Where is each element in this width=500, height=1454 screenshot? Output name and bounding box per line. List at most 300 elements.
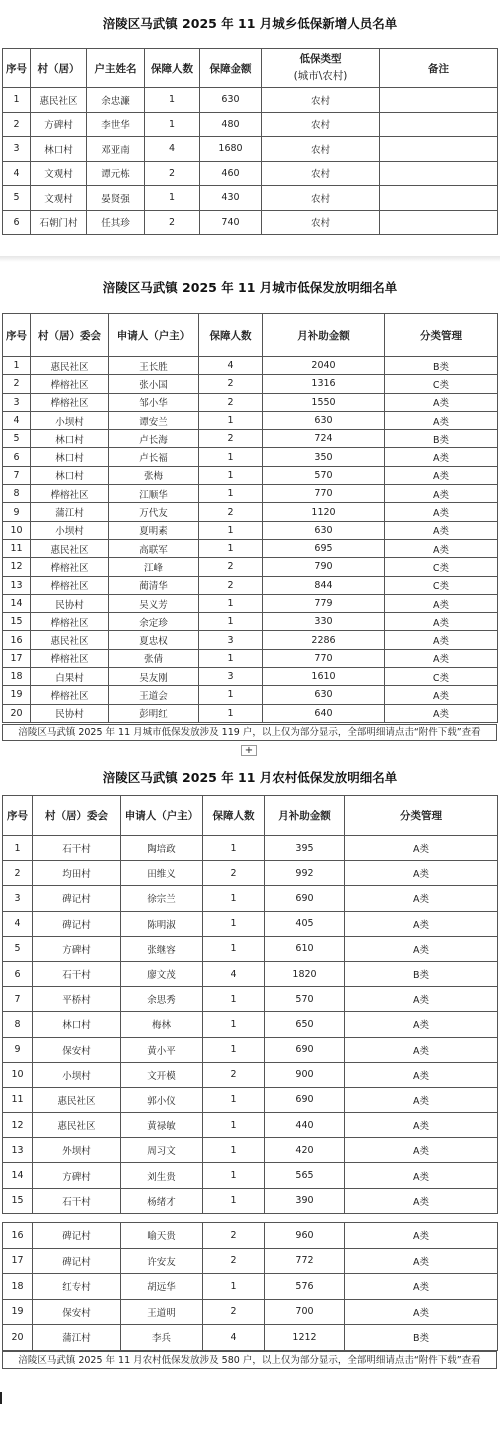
table-row xyxy=(3,594,498,612)
table-row xyxy=(3,161,498,186)
table-cell: 4 xyxy=(3,911,33,936)
table-cell: 1 xyxy=(203,936,265,961)
table-cell: 吴友刚 xyxy=(109,668,199,686)
table-row xyxy=(3,521,498,539)
table-cell: 1 xyxy=(199,411,263,429)
table-row xyxy=(3,1299,498,1325)
table-cell: 992 xyxy=(265,861,345,886)
table-row xyxy=(3,466,498,484)
table-cell: A类 xyxy=(385,631,498,649)
table-cell: 保安村 xyxy=(33,1299,121,1325)
table-row xyxy=(3,1062,498,1087)
table-cell: A类 xyxy=(345,987,498,1012)
table-cell: 1 xyxy=(199,686,263,704)
col-header: 月补助金额 xyxy=(265,796,345,836)
table-cell: 张倩 xyxy=(109,649,199,667)
table-cell: 梅林 xyxy=(121,1012,203,1037)
table-cell: 桦榕社区 xyxy=(31,375,109,393)
table-cell: 碑记村 xyxy=(33,911,121,936)
table-cell: A类 xyxy=(345,886,498,911)
table-cell: 7 xyxy=(3,466,31,484)
table-cell: 王长胜 xyxy=(109,357,199,375)
table-row xyxy=(3,186,498,211)
table-cell: A类 xyxy=(385,521,498,539)
col-header: 村（居）委会 xyxy=(33,796,121,836)
table-cell: 5 xyxy=(3,186,31,211)
table-row xyxy=(3,411,498,429)
table-cell: 农村 xyxy=(262,112,380,137)
table-cell: 460 xyxy=(200,161,262,186)
table-row xyxy=(3,88,498,113)
table-cell: 小坝村 xyxy=(31,411,109,429)
table-cell: 10 xyxy=(3,1062,33,1087)
table-cell: 许安友 xyxy=(121,1248,203,1274)
table-row xyxy=(3,1325,498,1351)
table-cell: 13 xyxy=(3,576,31,594)
col-header: 村（居）委会 xyxy=(31,314,109,357)
table-cell: 1 xyxy=(3,836,33,861)
table-cell: 1 xyxy=(199,704,263,722)
table-cell: 外坝村 xyxy=(33,1138,121,1163)
table-cell: 3 xyxy=(199,668,263,686)
table-cell: 6 xyxy=(3,210,31,235)
table-row xyxy=(3,704,498,722)
table-cell: 2 xyxy=(3,112,31,137)
table-cell xyxy=(380,186,498,211)
table-row xyxy=(3,558,498,576)
table-cell: 桦榕社区 xyxy=(31,485,109,503)
table-cell: 3 xyxy=(3,137,31,162)
col-header: 户主姓名 xyxy=(87,49,145,88)
table-row xyxy=(3,393,498,411)
table-cell: B类 xyxy=(385,430,498,448)
table-cell: 黄禄敏 xyxy=(121,1113,203,1138)
table-cell: 740 xyxy=(200,210,262,235)
table-cell: A类 xyxy=(385,466,498,484)
table-cell: A类 xyxy=(345,1223,498,1249)
table-cell: 桦榕社区 xyxy=(31,558,109,576)
col-header: 保障人数 xyxy=(145,49,200,88)
col-header: 月补助金额 xyxy=(263,314,385,357)
table-cell: 惠民社区 xyxy=(31,357,109,375)
table3-continued xyxy=(2,1222,498,1351)
table-cell: A类 xyxy=(345,1299,498,1325)
table-cell: 农村 xyxy=(262,88,380,113)
table-cell: 1 xyxy=(199,466,263,484)
table-cell: 5 xyxy=(3,936,33,961)
col-header: 保障金额 xyxy=(200,49,262,88)
text-cursor xyxy=(0,1392,2,1404)
table-cell: 陶培政 xyxy=(121,836,203,861)
table-cell: 张梅 xyxy=(109,466,199,484)
table-cell: 12 xyxy=(3,558,31,576)
table-row xyxy=(3,137,498,162)
table-cell: 1 xyxy=(145,186,200,211)
table-cell: 平桥村 xyxy=(33,987,121,1012)
table-cell: 1550 xyxy=(263,393,385,411)
table-cell: 16 xyxy=(3,1223,33,1249)
table-cell: 林口村 xyxy=(33,1012,121,1037)
table-cell: 2 xyxy=(199,503,263,521)
table-cell: 蒲江村 xyxy=(31,503,109,521)
table-cell: 任其珍 xyxy=(87,210,145,235)
table-cell: 4 xyxy=(3,411,31,429)
table-cell: 17 xyxy=(3,649,31,667)
table-row xyxy=(3,375,498,393)
table-cell: 19 xyxy=(3,1299,33,1325)
table-cell: 2 xyxy=(199,576,263,594)
table-cell: 1 xyxy=(3,88,31,113)
table-cell: 2286 xyxy=(263,631,385,649)
table-cell: 2 xyxy=(199,393,263,411)
table-cell: 4 xyxy=(199,357,263,375)
table-cell: 李兵 xyxy=(121,1325,203,1351)
table-cell: 405 xyxy=(265,911,345,936)
col-header: 保障人数 xyxy=(199,314,263,357)
table3-title: 涪陵区马武镇 2025 年 11 月农村低保发放明细名单 xyxy=(102,770,398,785)
table-cell: A类 xyxy=(385,411,498,429)
table-cell: 1820 xyxy=(265,961,345,986)
table-row xyxy=(3,1248,498,1274)
table3 xyxy=(2,795,498,1214)
table-cell: 1 xyxy=(203,836,265,861)
table-cell: 1 xyxy=(203,886,265,911)
table-cell: A类 xyxy=(345,1188,498,1213)
table-cell: 1 xyxy=(145,112,200,137)
table-cell: 石干村 xyxy=(33,836,121,861)
table-row xyxy=(3,210,498,235)
table-cell: 卢长福 xyxy=(109,448,199,466)
table-cell: 17 xyxy=(3,1248,33,1274)
table3-note: 涪陵区马武镇 2025 年 11 月农村低保发放涉及 580 户，以上仅为部分显示，全部明细请点击“附件下载”查看 xyxy=(2,1351,497,1369)
table-cell: 1 xyxy=(199,613,263,631)
table-cell: 1610 xyxy=(263,668,385,686)
table-cell xyxy=(380,137,498,162)
table-cell: A类 xyxy=(345,836,498,861)
table-cell: C类 xyxy=(385,558,498,576)
table-cell: 惠民社区 xyxy=(31,631,109,649)
table3-header-row xyxy=(3,796,498,836)
table-row xyxy=(3,961,498,986)
table-cell: 8 xyxy=(3,485,31,503)
table1 xyxy=(2,48,498,235)
table-cell: 余忠濂 xyxy=(87,88,145,113)
table-cell: 650 xyxy=(265,1012,345,1037)
table-cell: 6 xyxy=(3,961,33,986)
table-cell: 430 xyxy=(200,186,262,211)
table-cell: 晏贤强 xyxy=(87,186,145,211)
table-cell: 960 xyxy=(265,1223,345,1249)
table-row xyxy=(3,1087,498,1112)
table-cell: 18 xyxy=(3,668,31,686)
table-cell: 黄小平 xyxy=(121,1037,203,1062)
table-cell: 11 xyxy=(3,1087,33,1112)
table-cell: A类 xyxy=(385,704,498,722)
table-cell: 4 xyxy=(3,161,31,186)
table-cell: 1 xyxy=(203,1138,265,1163)
table-cell: 2 xyxy=(3,375,31,393)
table-cell: 蒲江村 xyxy=(33,1325,121,1351)
table-row xyxy=(3,430,498,448)
col-header: 村（居） xyxy=(31,49,87,88)
table-cell: 1 xyxy=(199,485,263,503)
table-cell: A类 xyxy=(385,503,498,521)
table-row xyxy=(3,485,498,503)
table-cell: 772 xyxy=(265,1248,345,1274)
table-cell: 610 xyxy=(265,936,345,961)
table-cell: 695 xyxy=(263,539,385,557)
table-cell: 惠民社区 xyxy=(33,1113,121,1138)
table-cell: 14 xyxy=(3,594,31,612)
table-cell: 18 xyxy=(3,1274,33,1300)
table-cell: 林口村 xyxy=(31,448,109,466)
table-cell: 桦榕社区 xyxy=(31,393,109,411)
table-row xyxy=(3,539,498,557)
table-cell: 刘生贵 xyxy=(121,1163,203,1188)
table-cell: 690 xyxy=(265,1087,345,1112)
table-cell: 小坝村 xyxy=(31,521,109,539)
col-header-line: 低保类型 xyxy=(299,53,342,65)
table-cell: 民协村 xyxy=(31,594,109,612)
col-header: 备注 xyxy=(380,49,498,88)
table-cell: 1 xyxy=(203,911,265,936)
table-cell: A类 xyxy=(345,1012,498,1037)
table-cell: 2 xyxy=(203,1248,265,1274)
table-cell: A类 xyxy=(385,393,498,411)
table-cell: 王道会 xyxy=(109,686,199,704)
table-row xyxy=(3,576,498,594)
table-row xyxy=(3,1274,498,1300)
table-cell: A类 xyxy=(345,911,498,936)
table-cell: 余定珍 xyxy=(109,613,199,631)
table-cell: 2040 xyxy=(263,357,385,375)
table-row xyxy=(3,668,498,686)
table-cell: 桦榕社区 xyxy=(31,613,109,631)
table-cell: 1 xyxy=(199,649,263,667)
table-cell: 1 xyxy=(203,1188,265,1213)
table-row xyxy=(3,1012,498,1037)
table-row xyxy=(3,936,498,961)
table-cell: 1 xyxy=(203,1113,265,1138)
table-cell: 彭明红 xyxy=(109,704,199,722)
table-cell: 1 xyxy=(203,1163,265,1188)
table-cell: 夏明素 xyxy=(109,521,199,539)
table-cell: A类 xyxy=(345,1138,498,1163)
table-cell: 3 xyxy=(3,886,33,911)
table-cell: 690 xyxy=(265,886,345,911)
table-cell: 1 xyxy=(199,521,263,539)
table-cell: 张小国 xyxy=(109,375,199,393)
table-cell: 周习文 xyxy=(121,1138,203,1163)
table-cell: A类 xyxy=(345,1037,498,1062)
table-cell: 1 xyxy=(145,88,200,113)
table-cell: 惠民社区 xyxy=(31,539,109,557)
table-cell: A类 xyxy=(345,1062,498,1087)
table-cell: 郭小仪 xyxy=(121,1087,203,1112)
table-cell: 395 xyxy=(265,836,345,861)
col-header: 保障人数 xyxy=(203,796,265,836)
table-cell: 方碑村 xyxy=(33,936,121,961)
table-cell xyxy=(380,112,498,137)
table-cell: 均田村 xyxy=(33,861,121,886)
table1-title: 涪陵区马武镇 2025 年 11 月城乡低保新增人员名单 xyxy=(102,16,398,31)
table-cell: 方碑村 xyxy=(33,1163,121,1188)
table-cell: A类 xyxy=(385,613,498,631)
table-cell: 1 xyxy=(3,357,31,375)
table-row xyxy=(3,861,498,886)
table-row xyxy=(3,503,498,521)
table-cell: 770 xyxy=(263,649,385,667)
table-cell: B类 xyxy=(385,357,498,375)
table-cell: 林口村 xyxy=(31,430,109,448)
table-cell: 1 xyxy=(199,448,263,466)
table-row xyxy=(3,1138,498,1163)
table-row xyxy=(3,1163,498,1188)
table-cell: 1120 xyxy=(263,503,385,521)
table-cell: 江顺华 xyxy=(109,485,199,503)
table-cell: 张继容 xyxy=(121,936,203,961)
table-cell: 20 xyxy=(3,704,31,722)
table-cell: 1 xyxy=(203,1274,265,1300)
table-cell: 2 xyxy=(199,558,263,576)
table-cell: 惠民社区 xyxy=(31,88,87,113)
table-row xyxy=(3,836,498,861)
table1-header-row xyxy=(3,49,498,88)
table-cell: 农村 xyxy=(262,137,380,162)
table-row xyxy=(3,886,498,911)
table-cell: 1 xyxy=(203,1037,265,1062)
table-cell: 630 xyxy=(263,411,385,429)
table-cell: 农村 xyxy=(262,186,380,211)
col-header xyxy=(262,49,380,88)
section-divider xyxy=(0,256,500,262)
table-row xyxy=(3,631,498,649)
table-cell: 万代友 xyxy=(109,503,199,521)
table-cell: 碑记村 xyxy=(33,886,121,911)
table-cell: 640 xyxy=(263,704,385,722)
table-row xyxy=(3,448,498,466)
table-cell: 文开模 xyxy=(121,1062,203,1087)
table-cell: 桦榕社区 xyxy=(31,686,109,704)
table-cell: B类 xyxy=(345,961,498,986)
table-cell: A类 xyxy=(385,539,498,557)
table-cell: 4 xyxy=(145,137,200,162)
table-cell: 林口村 xyxy=(31,466,109,484)
table-cell: 蔺清华 xyxy=(109,576,199,594)
table-cell: 15 xyxy=(3,613,31,631)
table-cell: C类 xyxy=(385,668,498,686)
table-row xyxy=(3,1037,498,1062)
table-cell: 9 xyxy=(3,503,31,521)
table-cell: 2 xyxy=(199,430,263,448)
table-cell: A类 xyxy=(345,1113,498,1138)
table-cell: A类 xyxy=(385,594,498,612)
table-cell: 碑记村 xyxy=(33,1223,121,1249)
table-row xyxy=(3,649,498,667)
table-cell: 2 xyxy=(203,1062,265,1087)
table-cell: 农村 xyxy=(262,161,380,186)
table-cell: 2 xyxy=(3,861,33,886)
table-cell: 徐宗兰 xyxy=(121,886,203,911)
table-cell: 陈明淑 xyxy=(121,911,203,936)
table-cell: 1 xyxy=(203,987,265,1012)
table-cell: 13 xyxy=(3,1138,33,1163)
col-header-line: (城市\农村) xyxy=(293,70,348,82)
table-cell: 900 xyxy=(265,1062,345,1087)
table-cell: 杨绪才 xyxy=(121,1188,203,1213)
table-cell: 2 xyxy=(203,861,265,886)
table-cell: 2 xyxy=(199,375,263,393)
table-cell: 1 xyxy=(199,539,263,557)
table-cell: 10 xyxy=(3,521,31,539)
table-cell: 770 xyxy=(263,485,385,503)
table-cell: 779 xyxy=(263,594,385,612)
table-cell: 9 xyxy=(3,1037,33,1062)
table-cell: 1316 xyxy=(263,375,385,393)
table-cell: 文观村 xyxy=(31,161,87,186)
table-cell: 5 xyxy=(3,430,31,448)
table-cell: A类 xyxy=(345,1248,498,1274)
table-cell: 民协村 xyxy=(31,704,109,722)
table-cell: A类 xyxy=(385,448,498,466)
col-header: 序号 xyxy=(3,49,31,88)
table-cell: 440 xyxy=(265,1113,345,1138)
table-cell: 330 xyxy=(263,613,385,631)
table-row xyxy=(3,911,498,936)
table-row xyxy=(3,987,498,1012)
table-cell: 碑记村 xyxy=(33,1248,121,1274)
table-cell: 文观村 xyxy=(31,186,87,211)
table-cell: 2 xyxy=(145,161,200,186)
table-cell: 350 xyxy=(263,448,385,466)
table-cell: 790 xyxy=(263,558,385,576)
table-cell: 570 xyxy=(265,987,345,1012)
table-cell: A类 xyxy=(345,1163,498,1188)
table-cell: 邓亚南 xyxy=(87,137,145,162)
table-cell: 576 xyxy=(265,1274,345,1300)
table-cell: 石朝门村 xyxy=(31,210,87,235)
table-cell: 吴义芳 xyxy=(109,594,199,612)
table-cell: 林口村 xyxy=(31,137,87,162)
table-cell: 方碑村 xyxy=(31,112,87,137)
table-cell: 农村 xyxy=(262,210,380,235)
table-cell: 喻天贵 xyxy=(121,1223,203,1249)
table-row xyxy=(3,686,498,704)
table-cell: 724 xyxy=(263,430,385,448)
table-cell: 惠民社区 xyxy=(33,1087,121,1112)
table-cell: 700 xyxy=(265,1299,345,1325)
table-cell: 1680 xyxy=(200,137,262,162)
table-cell: A类 xyxy=(345,1274,498,1300)
table-cell: 480 xyxy=(200,112,262,137)
col-header: 分类管理 xyxy=(385,314,498,357)
table-cell: 15 xyxy=(3,1188,33,1213)
table-cell: 12 xyxy=(3,1113,33,1138)
expand-button[interactable]: + xyxy=(241,745,257,756)
table-cell: 630 xyxy=(263,686,385,704)
table-cell: 江峰 xyxy=(109,558,199,576)
table-cell: 余思秀 xyxy=(121,987,203,1012)
table2-header-row xyxy=(3,314,498,357)
table-cell: A类 xyxy=(385,485,498,503)
table-cell: 谭安兰 xyxy=(109,411,199,429)
table2-note: 涪陵区马武镇 2025 年 11 月城市低保发放涉及 119 户，以上仅为部分显示，全部明细请点击“附件下载”查看 xyxy=(2,724,497,741)
table-cell: 7 xyxy=(3,987,33,1012)
table-cell: 390 xyxy=(265,1188,345,1213)
table-cell: 19 xyxy=(3,686,31,704)
col-header: 申请人（户主） xyxy=(121,796,203,836)
table-row xyxy=(3,1113,498,1138)
